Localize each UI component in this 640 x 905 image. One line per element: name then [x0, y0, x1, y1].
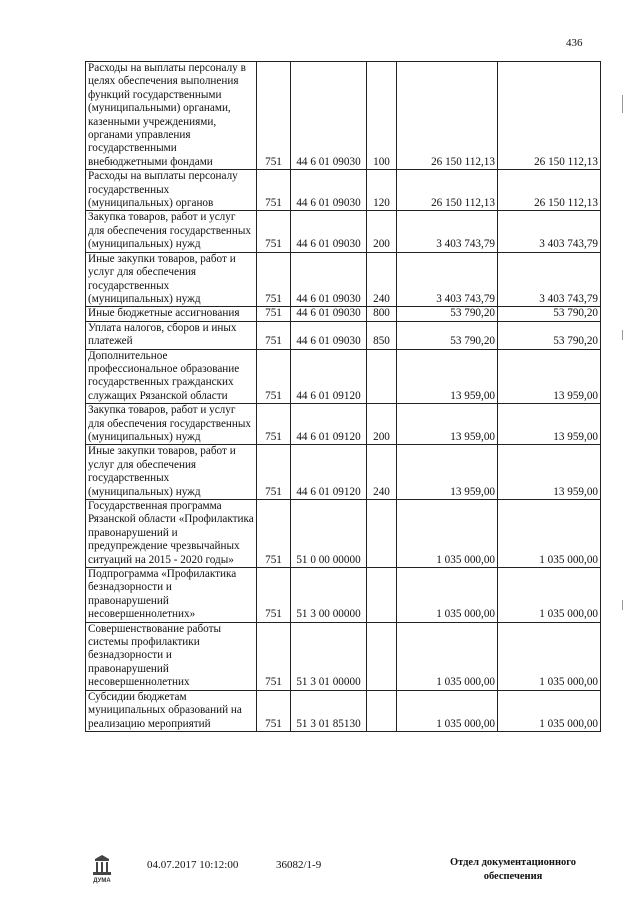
cell-type: 850 — [367, 321, 397, 349]
cell-amount2: 3 403 743,79 — [498, 211, 601, 252]
duma-logo — [88, 852, 116, 888]
cell-name: Государственная программа Рязанской области «Профилактика правонарушений и предупреждение чрезвычайных ситуаций на 2015 - 2020 годы» — [86, 500, 257, 568]
cell-amount2: 13 959,00 — [498, 349, 601, 404]
cell-dept: 751 — [257, 252, 291, 307]
office-line-2: обеспечения — [483, 871, 543, 882]
cell-type — [367, 690, 397, 731]
cell-dept: 751 — [257, 690, 291, 731]
cell-dept: 751 — [257, 170, 291, 211]
cell-name: Иные бюджетные ассигнования — [86, 307, 257, 321]
cell-dept: 751 — [257, 445, 291, 500]
cell-code: 51 3 01 85130 — [291, 690, 367, 731]
cell-name: Подпрограмма «Профилактика безнадзорности и правонарушений несовершеннолетних» — [86, 568, 257, 623]
cell-name: Дополнительное профессиональное образование государственных гражданских служащих Рязанской области — [86, 349, 257, 404]
cell-dept: 751 — [257, 307, 291, 321]
cell-type: 800 — [367, 307, 397, 321]
cell-name: Расходы на выплаты персоналу в целях обеспечения выполнения функций государственными (муниципальными) органами, казенными учреждениями, органами управления государственными внебюджетными фондами — [86, 62, 257, 170]
page-number: 436 — [566, 37, 583, 49]
cell-type: 200 — [367, 211, 397, 252]
cell-name: Закупка товаров, работ и услуг для обеспечения государственных (муниципальных) нужд — [86, 404, 257, 445]
cell-type: 200 — [367, 404, 397, 445]
table-row — [86, 307, 601, 321]
cell-amount2: 1 035 000,00 — [498, 568, 601, 623]
cell-name: Совершенствование работы системы профилактики безнадзорности и правонарушений несовершеннолетних — [86, 622, 257, 690]
table-row — [86, 568, 601, 623]
cell-type: 240 — [367, 445, 397, 500]
cell-name: Иные закупки товаров, работ и услуг для обеспечения государственных (муниципальных) нужд — [86, 445, 257, 500]
cell-type: 120 — [367, 170, 397, 211]
cell-amount2: 1 035 000,00 — [498, 622, 601, 690]
edge-mark — [622, 600, 623, 610]
cell-amount1: 13 959,00 — [397, 349, 498, 404]
footer-office — [438, 856, 588, 884]
cell-dept: 751 — [257, 404, 291, 445]
cell-amount1: 26 150 112,13 — [397, 62, 498, 170]
cell-code: 44 6 01 09030 — [291, 211, 367, 252]
cell-amount2: 53 790,20 — [498, 321, 601, 349]
cell-amount2: 13 959,00 — [498, 445, 601, 500]
cell-amount2: 3 403 743,79 — [498, 252, 601, 307]
footer-datetime: 04.07.2017 10:12:00 — [147, 859, 239, 871]
table-row — [86, 170, 601, 211]
cell-type: 240 — [367, 252, 397, 307]
cell-code: 44 6 01 09030 — [291, 62, 367, 170]
cell-name: Расходы на выплаты персоналу государственных (муниципальных) органов — [86, 170, 257, 211]
cell-dept: 751 — [257, 622, 291, 690]
cell-amount1: 13 959,00 — [397, 404, 498, 445]
table-row — [86, 211, 601, 252]
edge-mark — [622, 330, 623, 340]
cell-dept: 751 — [257, 321, 291, 349]
cell-dept: 751 — [257, 62, 291, 170]
cell-amount1: 1 035 000,00 — [397, 500, 498, 568]
cell-name: Закупка товаров, работ и услуг для обеспечения государственных (муниципальных) нужд — [86, 211, 257, 252]
table-row — [86, 321, 601, 349]
cell-amount1: 26 150 112,13 — [397, 170, 498, 211]
cell-code: 51 0 00 00000 — [291, 500, 367, 568]
cell-amount1: 3 403 743,79 — [397, 252, 498, 307]
table-row — [86, 404, 601, 445]
cell-name: Иные закупки товаров, работ и услуг для обеспечения государственных (муниципальных) нужд — [86, 252, 257, 307]
cell-type — [367, 500, 397, 568]
cell-dept: 751 — [257, 349, 291, 404]
table-row — [86, 500, 601, 568]
cell-amount1: 3 403 743,79 — [397, 211, 498, 252]
logo-text: ДУМА — [93, 878, 111, 884]
cell-type — [367, 349, 397, 404]
cell-amount1: 53 790,20 — [397, 307, 498, 321]
table-row — [86, 690, 601, 731]
cell-dept: 751 — [257, 211, 291, 252]
table-row — [86, 62, 601, 170]
cell-amount1: 1 035 000,00 — [397, 568, 498, 623]
table-row — [86, 622, 601, 690]
cell-dept: 751 — [257, 500, 291, 568]
cell-amount2: 53 790,20 — [498, 307, 601, 321]
cell-amount1: 1 035 000,00 — [397, 622, 498, 690]
cell-amount1: 53 790,20 — [397, 321, 498, 349]
cell-amount2: 1 035 000,00 — [498, 500, 601, 568]
cell-amount2: 26 150 112,13 — [498, 62, 601, 170]
cell-name: Субсидии бюджетам муниципальных образований на реализацию мероприятий — [86, 690, 257, 731]
cell-amount1: 1 035 000,00 — [397, 690, 498, 731]
cell-amount2: 26 150 112,13 — [498, 170, 601, 211]
cell-code: 44 6 01 09120 — [291, 404, 367, 445]
cell-code: 44 6 01 09030 — [291, 307, 367, 321]
cell-amount1: 13 959,00 — [397, 445, 498, 500]
cell-name: Уплата налогов, сборов и иных платежей — [86, 321, 257, 349]
cell-amount2: 1 035 000,00 — [498, 690, 601, 731]
cell-dept: 751 — [257, 568, 291, 623]
cell-code: 44 6 01 09120 — [291, 445, 367, 500]
cell-type: 100 — [367, 62, 397, 170]
cell-code: 51 3 01 00000 — [291, 622, 367, 690]
budget-table — [85, 61, 601, 732]
footer-doc-number: 36082/1-9 — [276, 859, 322, 871]
cell-code: 44 6 01 09030 — [291, 252, 367, 307]
table-row — [86, 445, 601, 500]
edge-mark — [622, 95, 623, 113]
table-row — [86, 349, 601, 404]
cell-code: 51 3 00 00000 — [291, 568, 367, 623]
cell-type — [367, 568, 397, 623]
cell-amount2: 13 959,00 — [498, 404, 601, 445]
cell-code: 44 6 01 09030 — [291, 321, 367, 349]
cell-code: 44 6 01 09030 — [291, 170, 367, 211]
office-line-1: Отдел документационного — [449, 857, 577, 868]
cell-type — [367, 622, 397, 690]
cell-code: 44 6 01 09120 — [291, 349, 367, 404]
table-row — [86, 252, 601, 307]
